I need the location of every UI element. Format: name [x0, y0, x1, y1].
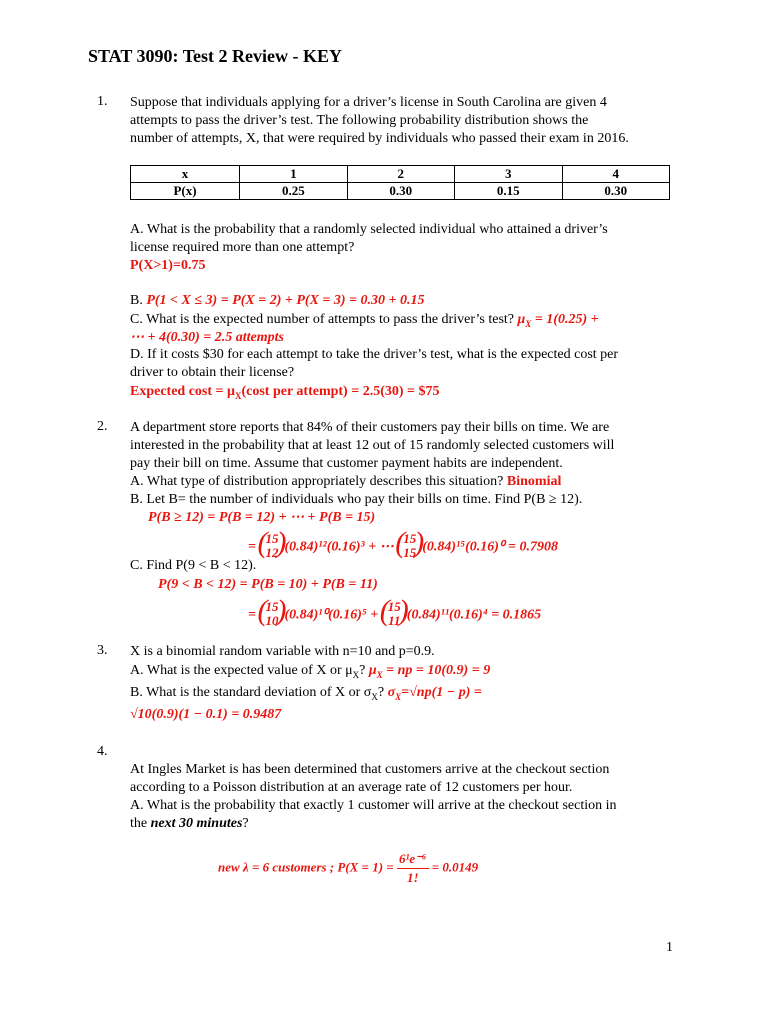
q2-c-term-2: (0.84)¹¹(0.16)⁴ = 0.1865 [406, 607, 542, 623]
q4-intro-line-1: At Ingles Market is has been determined that customers arrive at the checkout section [130, 762, 610, 777]
q1-intro-line-1: Suppose that individuals applying for a driver’s license in South Carolina are given 4 [130, 95, 607, 110]
q4-a-question-end: ? [242, 816, 249, 831]
q1-d-answer-line [130, 383, 440, 405]
q1-d-question-line-2: driver to obtain their license? [130, 365, 295, 380]
q3-b-line [130, 684, 482, 706]
q3-b-question-sub: X [371, 691, 378, 702]
fraction-denominator: 1! [406, 870, 419, 885]
table-header-cell: x [131, 166, 240, 183]
q3-a-answer: = np = 10(0.9) = 9 [382, 663, 491, 678]
q1-b-line [130, 292, 425, 310]
q4-a-question-emphasis: next 30 minutes [150, 816, 243, 831]
q2-a-answer: Binomial [506, 474, 562, 489]
q1-d-answer-part-1: Expected cost = μ [130, 384, 235, 399]
q1-c-answer-part-2: ⋯ + 4(0.30) = 2.5 attempts [130, 330, 284, 345]
q3-a-answer-sub: X [376, 669, 383, 680]
table-cell: P(x) [131, 183, 240, 200]
q3-b-answer-sigma: σ [387, 685, 396, 700]
q2-b-term-2: (0.84)¹⁵(0.16)⁰ = 0.7908 [422, 539, 559, 555]
q2-c-question: C. Find P(9 < B < 12). [130, 558, 257, 573]
poisson-fraction [397, 850, 429, 887]
q1-c-answer-mu: μ [517, 312, 526, 327]
q2-b-answer-line-1: P(B ≥ 12) = P(B = 12) + ⋯ + P(B = 15) [148, 510, 376, 525]
q2-c-answer-line-1: P(9 < B < 12) = P(B = 10) + P(B = 11) [158, 577, 378, 592]
binomial-coefficient-15-10: ( 15 10 ) [257, 594, 287, 628]
q1-d-question-line-1: D. If it costs $30 for each attempt to take the driver’s test, what is the expected cost per [130, 347, 619, 362]
q3-intro: X is a binomial random variable with n=10 and p=0.9. [130, 644, 435, 659]
q3-b-question: B. What is the standard deviation of X or σ [130, 685, 372, 700]
page-title: STAT 3090: Test 2 Review - KEY [88, 46, 343, 66]
q2-c-term-1: (0.84)¹⁰(0.16)⁵ + [284, 607, 379, 623]
q2-c-answer-line-2 [248, 594, 542, 631]
q1-c-answer-sub: X [525, 318, 532, 329]
table-cell: 0.30 [562, 183, 670, 200]
q1-a-question-line-2: license required more than one attempt? [130, 240, 355, 255]
binomial-coefficient-15-11: ( 15 11 ) [379, 594, 409, 628]
q3-a-question: A. What is the expected value of X or μ [130, 663, 353, 678]
table-cell: 0.15 [455, 183, 562, 200]
q1-d-answer-sub: X [234, 390, 242, 401]
q4-intro-line-2: according to a Poisson distribution at an average rate of 12 customers per hour. [130, 780, 573, 795]
q2-b-answer-line-2 [248, 526, 559, 563]
question-number-2: 2. [97, 419, 108, 434]
binomial-coefficient-15-12: ( 15 12 ) [257, 526, 287, 560]
q4-a-question-line-2 [130, 815, 249, 833]
table-cell: 0.30 [347, 183, 454, 200]
fraction-numerator: 6¹e⁻⁶ [397, 850, 429, 869]
question-number-4: 4. [97, 744, 108, 759]
table-header-cell: 2 [347, 166, 454, 183]
q3-a-question-end: ? [359, 663, 369, 678]
q1-d-answer-part-2: (cost per attempt) = 2.5(30) = $75 [241, 384, 440, 399]
q4-a-answer-pre: new λ = 6 customers ; P(X = 1) = [218, 859, 394, 875]
q1-b-label: B. [130, 293, 147, 308]
q3-a-answer-mu: μ [368, 663, 377, 678]
q2-intro-line-2: interested in the probability that at least 12 out of 15 randomly selected customers will [130, 438, 615, 453]
q1-c-answer-part-1: = 1(0.25) + [531, 312, 599, 327]
q3-b-answer-sub: X [395, 691, 402, 702]
q2-b-question: B. Let B= the number of individuals who pay their bills on time. Find P(B ≥ 12). [130, 492, 583, 507]
q2-b-term-1: (0.84)¹²(0.16)³ + ⋯ [284, 539, 394, 555]
q2-a-line [130, 473, 561, 491]
equals-sign: = [248, 539, 256, 555]
q2-a-question: A. What type of distribution appropriately describes this situation? [130, 474, 507, 489]
q3-b-answer-part-1: =√np(1 − p) = [401, 685, 482, 700]
equals-sign: = [248, 607, 256, 623]
binomial-coefficient-15-15: ( 15 15 ) [395, 526, 425, 560]
q4-a-question-pre: the [130, 816, 151, 831]
q1-c-question: C. What is the expected number of attempts to pass the driver’s test? [130, 312, 518, 327]
q4-a-answer [218, 850, 478, 887]
table-cell: 0.25 [240, 183, 347, 200]
q4-a-question-line-1: A. What is the probability that exactly 1 customer will arrive at the checkout section in [130, 798, 617, 813]
probability-distribution-table [130, 165, 670, 200]
q3-b-question-end: ? [377, 685, 388, 700]
q3-a-question-sub: X [352, 669, 360, 680]
q1-a-answer: P(X>1)=0.75 [130, 258, 206, 273]
q3-b-answer-part-2: √10(0.9)(1 − 0.1) = 0.9487 [130, 707, 282, 722]
table-header-cell: 1 [240, 166, 347, 183]
question-number-1: 1. [97, 94, 108, 109]
page-number: 1 [666, 940, 673, 955]
q1-a-question-line-1: A. What is the probability that a randomly selected individual who attained a driver’s [130, 222, 608, 237]
q1-b-answer: P(1 < X ≤ 3) = P(X = 2) + P(X = 3) = 0.30 + 0.15 [146, 293, 425, 308]
question-number-3: 3. [97, 643, 108, 658]
q2-intro-line-3: pay their bill on time. Assume that customer payment habits are independent. [130, 456, 563, 471]
q2-intro-line-1: A department store reports that 84% of their customers pay their bills on time. We are [130, 420, 610, 435]
q1-intro-line-3: number of attempts, X, that were required by individuals who passed their exam in 2016. [130, 131, 629, 146]
q3-a-line [130, 662, 490, 684]
q1-intro-line-2: attempts to pass the driver’s test. The following probability distribution shows the [130, 113, 589, 128]
q4-a-answer-post: = 0.0149 [431, 859, 479, 875]
table-header-cell: 3 [455, 166, 562, 183]
table-header-cell: 4 [562, 166, 670, 183]
